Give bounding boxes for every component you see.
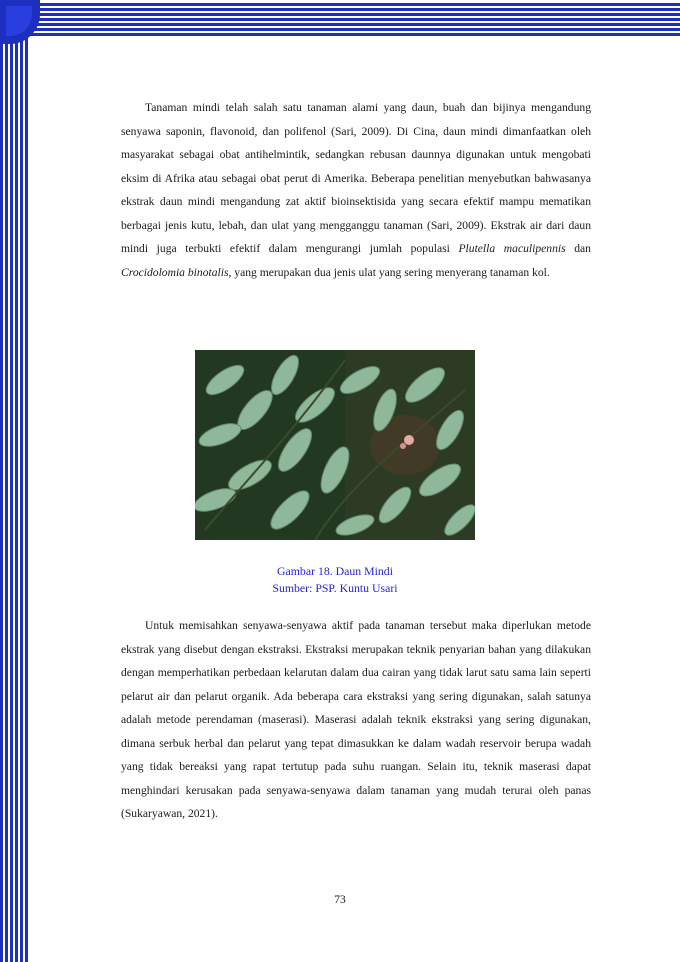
mindi-leaf-photo: [195, 350, 475, 540]
top-border-stripes: [20, 3, 680, 37]
body-paragraph-2: [121, 614, 591, 826]
corner-ornament: [0, 0, 40, 44]
figure-caption-title: Gambar 18. Daun Mindi: [277, 564, 393, 578]
paragraph-1-intro: Tanaman mindi telah salah satu tanaman alami yang daun, buah dan bijinya mengandung senyawa saponin, flavonoid, dan polifenol (Sari, 2009). Di Cina, daun mindi dimanfaatkan oleh masyarakat sebagai obat antihelmintik, sedangkan rebusan daunnya digunakan untuk mengobati eksim di Afrika atau sebagai obat perut di Amerika. Beberapa penelitian menyebutkan bahwasanya ekstrak daun mindi mengandung zat aktif bioinsektisida yang secara efektif mampu mematikan berbagai jenis kutu, lebah, dan ulat yang mengganggu tanaman (Sari, 2009). Ekstrak air dari daun mindi juga terbukti efektif dalam mengurangi jumlah populasi: [121, 101, 591, 255]
species-name-2: Crocidolomia binotalis: [121, 265, 229, 279]
figure-caption-source: Sumber: PSP. Kuntu Usari: [272, 581, 398, 595]
paragraph-2-text: Untuk memisahkan senyawa-senyawa aktif pada tanaman tersebut maka diperlukan metode ekstrak yang disebut dengan ekstraksi. Ekstraksi merupakan teknik penyarian bahan yang dilakukan dengan memperhatikan perbedaan kelarutan dalam dua cairan yang tidak larut satu sama lain seperti pelarut air dan pelarut organik. Ada beberapa cara ekstraksi yang sering digunakan, salah satunya adalah metode perendaman (maserasi). Maserasi adalah teknik ekstraksi yang sering digunakan, dimana serbuk herbal dan pelarut yang tepat dimasukkan ke dalam wadah reservoir berupa wadah yang tidak bereaksi yang rapat tertutup pada suhu ruangan. Selain itu, teknik maserasi dapat menghindari kerusakan pada senyawa-senyawa dalam tanaman yang mudah terurai oleh panas (Sukaryawan, 2021).: [121, 619, 591, 820]
species-name-1: Plutella maculipennis: [458, 242, 566, 255]
paragraph-1-connector: dan: [565, 242, 591, 255]
left-border-stripes: [0, 0, 30, 962]
page-number: 73: [334, 894, 346, 906]
paragraph-1-outro: , yang merupakan dua jenis ulat yang sering menyerang tanaman kol.: [228, 265, 550, 279]
body-paragraph-1: [121, 96, 591, 284]
